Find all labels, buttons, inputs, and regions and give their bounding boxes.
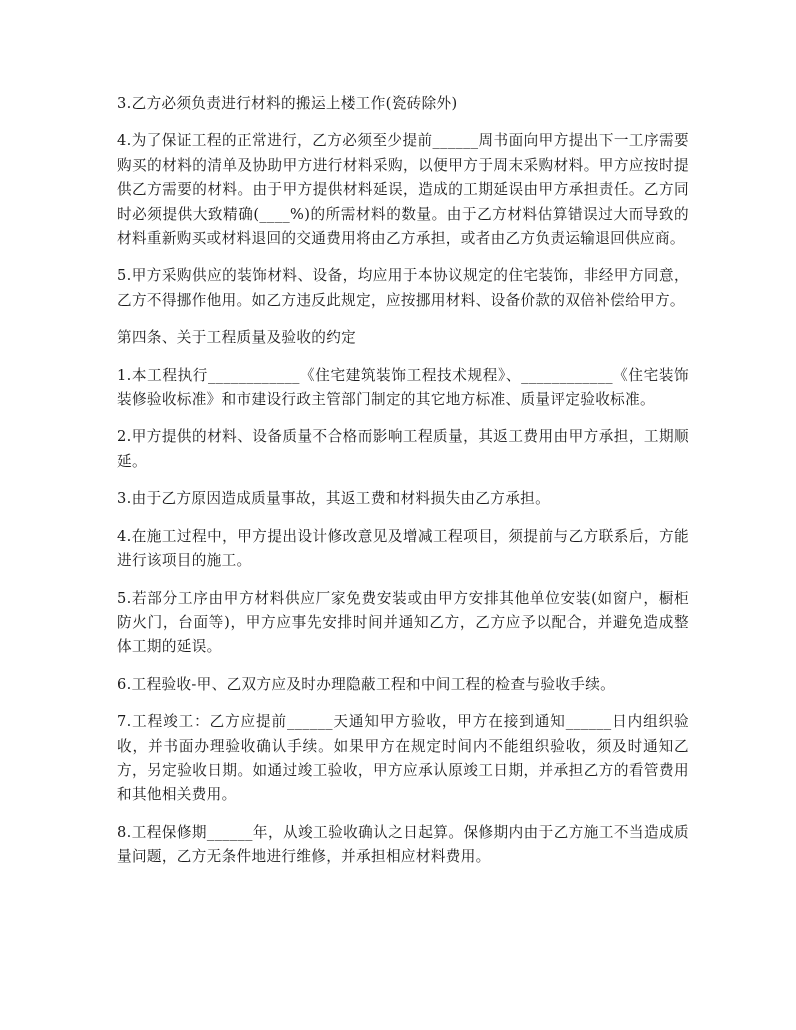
clause-3-material-transport: 3.乙方必须负责进行材料的搬运上楼工作(瓷砖除外) xyxy=(117,95,458,112)
quality-clause-5-third-party-install: 5.若部分工序由甲方材料供应厂家免费安装或由甲方安排其他单位安装(如窗户，橱柜防火门，台面等)，甲方应事先安排时间并通知乙方，乙方应予以配合，并避免造成整体工期的延误。 xyxy=(117,589,689,656)
quality-clause-4-design-changes: 4.在施工过程中，甲方提出设计修改意见及增减工程项目，须提前与乙方联系后，方能进行该项目的施工。 xyxy=(117,527,689,570)
quality-clause-6-acceptance: 6.工程验收-甲、乙双方应及时办理隐蔽工程和中间工程的检查与验收手续。 xyxy=(117,675,616,693)
quality-clause-3-quality-accident: 3.由于乙方原因造成质量事故，其返工费和材料损失由乙方承担。 xyxy=(117,490,551,508)
clause-4-material-procurement: 4.为了保证工程的正常进行，乙方必须至少提前______周书面向甲方提出下一工序需要购买的材料的清单及协助甲方进行材料采购，以便甲方于周末采购材料。甲方应按时提供乙方需要的材料。由于甲方提供材料延误，造成的工期延误由甲方承担责任。乙方同时必须提供大致精确(____%)的所需材料的数量。由于乙方材料估算错误过大而导致的材料重新购买或材料退回的交通费用将由乙方承担，或者由乙方负责运输退回供应商。 xyxy=(117,132,689,248)
quality-clause-1-standards: 1.本工程执行____________《住宅建筑装饰工程技术规程》、____________《住宅装饰装修验收标准》和市建设行政主管部门制定的其它地方标准、质量评定验收标准。 xyxy=(117,366,689,409)
section-heading-quality-acceptance: 第四条、关于工程质量及验收的约定 xyxy=(117,329,357,347)
quality-clause-8-warranty: 8.工程保修期______年，从竣工验收确认之日起算。保修期内由于乙方施工不当造成质量问题，乙方无条件地进行维修，并承担相应材料费用。 xyxy=(117,823,689,866)
clause-5-material-usage: 5.甲方采购供应的装饰材料、设备，均应用于本协议规定的住宅装饰，非经甲方同意，乙方不得挪作他用。如乙方违反此规定，应按挪用材料、设备价款的双倍补偿给甲方。 xyxy=(117,267,689,309)
document-body xyxy=(117,92,689,883)
quality-clause-2-defective-materials: 2.甲方提供的材料、设备质量不合格而影响工程质量，其返工费用由甲方承担，工期顺延。 xyxy=(117,428,689,470)
quality-clause-7-completion: 7.工程竣工：乙方应提前______天通知甲方验收，甲方在接到通知______日内组织验收，并书面办理验收确认手续。如果甲方在规定时间内不能组织验收，须及时通知乙方，另定验收日期。如通过竣工验收，甲方应承认原竣工日期，并承担乙方的看管费用和其他相关费用。 xyxy=(117,713,689,804)
